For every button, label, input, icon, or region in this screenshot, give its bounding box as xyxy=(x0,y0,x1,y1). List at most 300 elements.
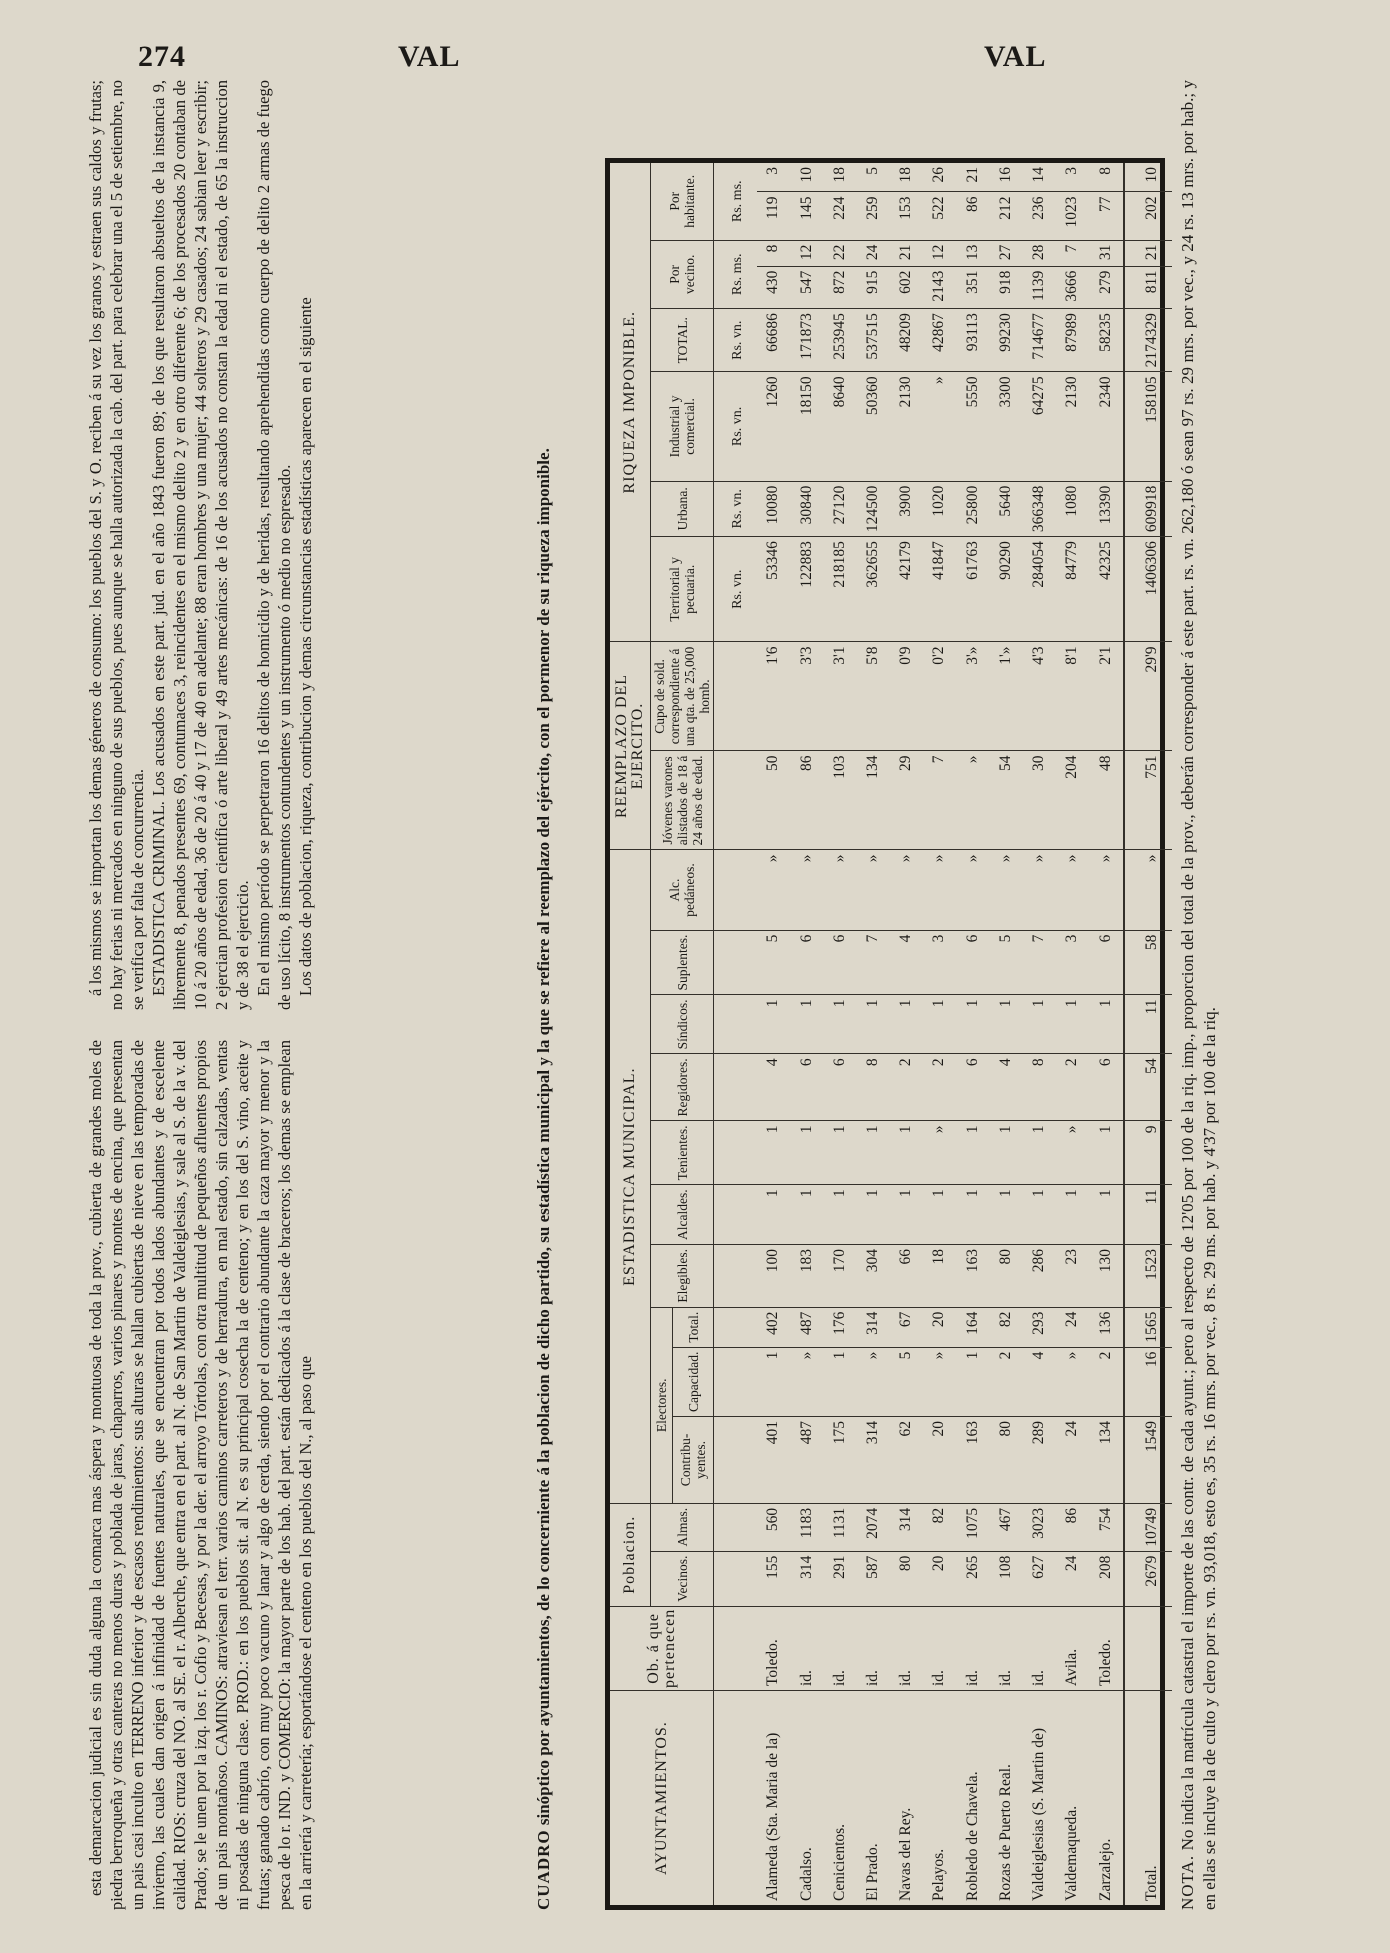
cell-vec-rs: 279 xyxy=(1089,266,1124,308)
cell-hab-ms: 10 xyxy=(790,163,823,192)
cell-cupo: 0'2 xyxy=(923,642,956,751)
table-row xyxy=(1022,163,1055,1905)
ayuntamiento-name: Robledo de Chavela. xyxy=(963,1771,981,1901)
cell-contrib: 401 xyxy=(757,1417,790,1504)
cell-hab-rs: 77 xyxy=(1089,192,1124,240)
cell-regidores: 6 xyxy=(790,1054,823,1121)
page-header xyxy=(0,40,1390,80)
table-row xyxy=(856,163,889,1905)
cell-hab-ms: 26 xyxy=(923,163,956,192)
cell-capac: 2 xyxy=(1089,1347,1124,1416)
header-reemplazo: REEMPLAZO DEL EJERCITO. xyxy=(610,642,651,850)
cell-territorial: 284054 xyxy=(1022,537,1055,642)
cell-cupo: 5'8 xyxy=(856,642,889,751)
cell-vec-ms: 12 xyxy=(923,240,956,266)
cell-hab-ms: 5 xyxy=(856,163,889,192)
obispado-cell: id. xyxy=(956,1606,989,1690)
cell-alcaldes: 1 xyxy=(1089,1185,1124,1245)
footnote-text: No indica la matrícula catastral el importe de las contr. de cada ayunt.; pero al respecto de 12'05 por 100 de la riq. imp., proporcion del total de la prov., deberán corresponder á este part. rs. vn. 262,180 ó sean 97 rs. 29 mrs. por vec., y 24 rs. 13 mrs. por hab.; y en ellas se incluye la de culto y clero por rs. vn. 93,018, esto es, 35 rs. 16 mrs. por vec., 8 rs. 29 ms. por hab. y 4'37 por 100 de la riq. xyxy=(1178,80,1219,1910)
paragraph-intro-table: Los datos de poblacion, riqueza, contribucion y demas circunstancias estadísticas aparecen en el siguiente xyxy=(296,297,315,996)
header-suplentes: Suplentes. xyxy=(651,930,714,995)
cell-hab-rs: 145 xyxy=(790,192,823,240)
cell-hab-ms: 8 xyxy=(1089,163,1124,192)
cell-tenientes: 1 xyxy=(956,1121,989,1185)
header-almas: Almas. xyxy=(651,1503,714,1551)
header-alcaldes: Alcaldes. xyxy=(651,1185,714,1245)
cell-urbana: 124500 xyxy=(856,481,889,537)
cell-vec-ms: 22 xyxy=(823,240,856,266)
caption-lead: CUADRO xyxy=(534,1829,553,1910)
header-poblacion: Poblacion. xyxy=(610,1503,651,1606)
cell-elegibles: 130 xyxy=(1089,1245,1124,1308)
cell-vec-ms: 31 xyxy=(1089,240,1124,266)
cell-suplentes: 7 xyxy=(856,930,889,995)
header-total-riqueza: TOTAL. xyxy=(651,309,714,372)
cell-vec-rs: 430 xyxy=(757,266,790,308)
text-column-left xyxy=(85,1040,525,1910)
cell-vec-rs: 1139 xyxy=(1022,266,1055,308)
cell-tenientes: » xyxy=(1056,1121,1089,1185)
cell-elegibles: 80 xyxy=(989,1245,1022,1308)
cell-territorial: 362655 xyxy=(856,537,889,642)
cell-cupo: 4'3 xyxy=(1022,642,1055,751)
cell-territorial: 90290 xyxy=(989,537,1022,642)
cell-urbana: 609918 xyxy=(1124,481,1172,537)
cell-industrial: 5550 xyxy=(956,372,989,481)
cell-elegibles: 100 xyxy=(757,1245,790,1308)
ayuntamiento-name: Zarzalejo. xyxy=(1096,1838,1114,1901)
cell-territorial: 42325 xyxy=(1089,537,1124,642)
cell-jovenes: 30 xyxy=(1022,751,1055,850)
paragraph-criminal-statistics: ESTADISTICA CRIMINAL. Los acusados en este part. jud. en el año 1843 fueron 89; de los que resultaron absueltos de la instancia 9, libremente 8, penados presentes 69, contumaces 3, reincidentes en el mismo delito 2 y en otro diferente 6; de los procesados 20 contaban de 10 á 20 años de edad, 36 de 20 á 40 y 17 de 40 en adelante; 88 eran hombres y una mujer; 44 solteros y 29 casados; 24 sabian leer y escribir; 2 ejercian profesion científica ó arte liberal y 49 artes mecánicas: de 16 de los acusados no constan la edad ni el estado, de 65 la instruccion y de 38 el ejercicio. xyxy=(149,80,252,1010)
cell-cupo: 2'1 xyxy=(1089,642,1124,751)
cell-vec-ms: 13 xyxy=(956,240,989,266)
header-urbana: Urbana. xyxy=(651,481,714,537)
rotated-page-content xyxy=(85,80,1265,1910)
cell-jovenes: 134 xyxy=(856,751,889,850)
paragraph-commerce: á los mismos se importan los demas géneros de consumo: los pueblos del S. y O. reciben á su vez los granos y estraen sus caldos y frutas; no hay ferias ni mercados en ninguno de sus pueblos, pues aunque se halla autorizada la cab. del part. para celebrar una el 5 de setiembre, no se verifica por falta de concurrencia. xyxy=(86,80,147,1010)
cell-total: 93113 xyxy=(956,309,989,372)
cell-vec-ms: 27 xyxy=(989,240,1022,266)
cell-pedaneos: » xyxy=(890,850,923,930)
cell-suplentes: 6 xyxy=(790,930,823,995)
cell-almas: 82 xyxy=(923,1503,956,1551)
cell-total: 87989 xyxy=(1056,309,1089,372)
cell-vec-ms: 28 xyxy=(1022,240,1055,266)
cell-cupo: 29'9 xyxy=(1124,642,1172,751)
cell-jovenes: 29 xyxy=(890,751,923,850)
cell-alcaldes: 1 xyxy=(1056,1185,1089,1245)
cell-total: 537515 xyxy=(856,309,889,372)
cell-tenientes: 9 xyxy=(1124,1121,1172,1185)
cell-contrib: 80 xyxy=(989,1417,1022,1504)
cell-sindicos: 1 xyxy=(1089,995,1124,1054)
cell-territorial: 61763 xyxy=(956,537,989,642)
cell-suplentes: 5 xyxy=(989,930,1022,995)
cell-capac: 1 xyxy=(823,1347,856,1416)
cell-tenientes: 1 xyxy=(790,1121,823,1185)
table-row xyxy=(890,163,923,1905)
cell-contrib: 289 xyxy=(1022,1417,1055,1504)
cell-hab-ms: 21 xyxy=(956,163,989,192)
cell-suplentes: 5 xyxy=(757,930,790,995)
cell-almas: 86 xyxy=(1056,1503,1089,1551)
cell-hab-ms: 3 xyxy=(1056,163,1089,192)
cell-alcaldes: 11 xyxy=(1124,1185,1172,1245)
cell-industrial: 2130 xyxy=(890,372,923,481)
cell-regidores: 6 xyxy=(823,1054,856,1121)
cell-vecinos: 314 xyxy=(790,1551,823,1606)
cell-almas: 560 xyxy=(757,1503,790,1551)
cell-sindicos: 1 xyxy=(790,995,823,1054)
cell-total-e: 164 xyxy=(956,1307,989,1347)
cell-jovenes: 7 xyxy=(923,751,956,850)
header-estadistica: ESTADISTICA MUNICIPAL. xyxy=(610,850,651,1503)
cell-vec-rs: 3666 xyxy=(1056,266,1089,308)
cell-total-e: 67 xyxy=(890,1307,923,1347)
cell-sindicos: 1 xyxy=(923,995,956,1054)
header-electores: Electores. xyxy=(651,1307,673,1503)
cell-hab-rs: 202 xyxy=(1124,192,1172,240)
table-row xyxy=(923,163,956,1905)
cell-vec-ms: 12 xyxy=(790,240,823,266)
cell-elegibles: 23 xyxy=(1056,1245,1089,1308)
cell-elegibles: 170 xyxy=(823,1245,856,1308)
cell-jovenes: » xyxy=(956,751,989,850)
text-column-right xyxy=(85,80,525,1010)
cell-vec-rs: 2143 xyxy=(923,266,956,308)
cell-urbana: 5640 xyxy=(989,481,1022,537)
cell-territorial: 122883 xyxy=(790,537,823,642)
cell-elegibles: 304 xyxy=(856,1245,889,1308)
cell-vec-ms: 8 xyxy=(757,240,790,266)
cell-pedaneos: » xyxy=(790,850,823,930)
ayuntamiento-name: Navas del Rey. xyxy=(897,1807,915,1901)
cell-alcaldes: 1 xyxy=(757,1185,790,1245)
cell-tenientes: 1 xyxy=(757,1121,790,1185)
footnote-label: NOTA. xyxy=(1178,1854,1197,1910)
cell-sindicos: 1 xyxy=(956,995,989,1054)
cell-capac: » xyxy=(1056,1347,1089,1416)
cell-urbana: 30840 xyxy=(790,481,823,537)
cell-suplentes: 4 xyxy=(890,930,923,995)
cell-pedaneos: » xyxy=(757,850,790,930)
cell-vecinos: 20 xyxy=(923,1551,956,1606)
cell-capac: » xyxy=(923,1347,956,1416)
header-cupo: Cupo de sold. correspondiente á una qta. de 25,000 homb. xyxy=(651,642,714,751)
cell-alcaldes: 1 xyxy=(790,1185,823,1245)
header-vecinos: Vecinos. xyxy=(651,1551,714,1606)
cell-hab-rs: 1023 xyxy=(1056,192,1089,240)
cell-elegibles: 163 xyxy=(956,1245,989,1308)
cell-hab-ms: 10 xyxy=(1124,163,1172,192)
cell-elegibles: 66 xyxy=(890,1245,923,1308)
cell-contrib: 24 xyxy=(1056,1417,1089,1504)
table-caption xyxy=(533,80,555,1910)
cell-alcaldes: 1 xyxy=(956,1185,989,1245)
cell-total-e: 314 xyxy=(856,1307,889,1347)
header-regidores: Regidores. xyxy=(651,1054,714,1121)
cell-contrib: 134 xyxy=(1089,1417,1124,1504)
cell-industrial: 18150 xyxy=(790,372,823,481)
cell-jovenes: 204 xyxy=(1056,751,1089,850)
unit-por-habitante: Rs. ms. xyxy=(714,163,757,240)
cell-total: 2174329 xyxy=(1124,309,1172,372)
cell-cupo: 3'1 xyxy=(823,642,856,751)
cell-vec-rs: 547 xyxy=(790,266,823,308)
cell-hab-rs: 522 xyxy=(923,192,956,240)
table-row xyxy=(989,163,1022,1905)
cell-vec-rs: 918 xyxy=(989,266,1022,308)
cell-total-e: 82 xyxy=(989,1307,1022,1347)
cell-regidores: 8 xyxy=(1022,1054,1055,1121)
obispado-cell: id. xyxy=(856,1606,889,1690)
obispado-cell: Avila. xyxy=(1056,1606,1089,1690)
unit-total: Rs. vn. xyxy=(714,309,757,372)
cell-almas: 2074 xyxy=(856,1503,889,1551)
cell-regidores: 4 xyxy=(989,1054,1022,1121)
cell-vecinos: 587 xyxy=(856,1551,889,1606)
cell-pedaneos: » xyxy=(1056,850,1089,930)
cell-total-e: 20 xyxy=(923,1307,956,1347)
cell-vec-rs: 351 xyxy=(956,266,989,308)
cell-pedaneos: » xyxy=(823,850,856,930)
cell-regidores: 54 xyxy=(1124,1054,1172,1121)
cell-urbana: 27120 xyxy=(823,481,856,537)
cell-sindicos: 1 xyxy=(989,995,1022,1054)
paragraph-crimes: En el mismo período se perpetraron 16 delitos de homicidio y de heridas, resultando aprehendidas como cuerpo de delito 2 armas de fuego de uso lícito, 8 instrumentos contundentes y un instrumento ó medio no espresado. xyxy=(254,80,294,1010)
cell-sindicos: 1 xyxy=(823,995,856,1054)
obispado-cell: id. xyxy=(1022,1606,1055,1690)
table-row xyxy=(790,163,823,1905)
cell-almas: 467 xyxy=(989,1503,1022,1551)
obispado-cell: Toledo. xyxy=(757,1606,790,1690)
table-row xyxy=(823,163,856,1905)
table-body xyxy=(714,163,1173,1905)
table-row xyxy=(1089,163,1124,1905)
cell-pedaneos: » xyxy=(856,850,889,930)
cell-almas: 3023 xyxy=(1022,1503,1055,1551)
cell-contrib: 163 xyxy=(956,1417,989,1504)
synoptic-table xyxy=(610,163,1172,1905)
cell-jovenes: 54 xyxy=(989,751,1022,850)
cell-total-e: 293 xyxy=(1022,1307,1055,1347)
cell-total-e: 176 xyxy=(823,1307,856,1347)
cell-industrial: 2340 xyxy=(1089,372,1124,481)
cell-contrib: 487 xyxy=(790,1417,823,1504)
cell-hab-rs: 86 xyxy=(956,192,989,240)
cell-capac: 1 xyxy=(956,1347,989,1416)
cell-tenientes: 1 xyxy=(856,1121,889,1185)
cell-suplentes: 3 xyxy=(923,930,956,995)
cell-vecinos: 627 xyxy=(1022,1551,1055,1606)
footnote xyxy=(1177,80,1221,1910)
cell-total-e: 402 xyxy=(757,1307,790,1347)
cell-regidores: 2 xyxy=(890,1054,923,1121)
header-sindicos: Síndicos. xyxy=(651,995,714,1054)
cell-capac: » xyxy=(790,1347,823,1416)
ayuntamiento-name: Pelayos. xyxy=(930,1848,948,1901)
cell-urbana: 1020 xyxy=(923,481,956,537)
cell-tenientes: 1 xyxy=(1089,1121,1124,1185)
cell-vec-ms: 24 xyxy=(856,240,889,266)
cell-pedaneos: » xyxy=(956,850,989,930)
cell-alcaldes: 1 xyxy=(890,1185,923,1245)
cell-regidores: 4 xyxy=(757,1054,790,1121)
cell-hab-rs: 224 xyxy=(823,192,856,240)
cell-vecinos: 291 xyxy=(823,1551,856,1606)
obispado-cell: id. xyxy=(823,1606,856,1690)
obispado-cell: id. xyxy=(790,1606,823,1690)
cell-total: 714677 xyxy=(1022,309,1055,372)
header-total-electores: Total. xyxy=(673,1307,714,1347)
ayuntamiento-name: Valdemaqueda. xyxy=(1063,1805,1081,1901)
cell-alcaldes: 1 xyxy=(856,1185,889,1245)
cell-total-e: 487 xyxy=(790,1307,823,1347)
table-row xyxy=(1056,163,1089,1905)
ayuntamiento-name: Cenicientos. xyxy=(830,1823,848,1901)
cell-cupo: 1'» xyxy=(989,642,1022,751)
header-tenientes: Tenientes. xyxy=(651,1121,714,1185)
cell-territorial: 84779 xyxy=(1056,537,1089,642)
cell-cupo: 8'1 xyxy=(1056,642,1089,751)
cell-hab-ms: 3 xyxy=(757,163,790,192)
cell-alcaldes: 1 xyxy=(989,1185,1022,1245)
cell-industrial: 3300 xyxy=(989,372,1022,481)
cell-alcaldes: 1 xyxy=(1022,1185,1055,1245)
cell-cupo: 3'3 xyxy=(790,642,823,751)
header-ayuntamientos: AYUNTAMIENTOS. xyxy=(610,1691,714,1906)
cell-regidores: 2 xyxy=(923,1054,956,1121)
cell-vec-ms: 7 xyxy=(1056,240,1089,266)
cell-vecinos: 80 xyxy=(890,1551,923,1606)
cell-vecinos: 108 xyxy=(989,1551,1022,1606)
obispado-cell: Toledo. xyxy=(1089,1606,1124,1690)
cell-hab-ms: 18 xyxy=(823,163,856,192)
cell-suplentes: 58 xyxy=(1124,930,1172,995)
cell-regidores: 6 xyxy=(1089,1054,1124,1121)
table-row xyxy=(757,163,790,1905)
header-capacidad: Capacidad. xyxy=(673,1347,714,1416)
cell-hab-rs: 119 xyxy=(757,192,790,240)
cell-cupo: 0'9 xyxy=(890,642,923,751)
ayuntamiento-name: Rozas de Puerto Real. xyxy=(996,1764,1014,1901)
cell-pedaneos: » xyxy=(1022,850,1055,930)
unit-por-vecino: Rs. ms. xyxy=(714,240,757,309)
cell-total: 66686 xyxy=(757,309,790,372)
cell-total-e: 1565 xyxy=(1124,1307,1172,1347)
cell-territorial: 41847 xyxy=(923,537,956,642)
cell-pedaneos: » xyxy=(989,850,1022,930)
cell-alcaldes: 1 xyxy=(823,1185,856,1245)
header-alc-pedaneos: Alc. pedáneos. xyxy=(651,850,714,930)
cell-contrib: 62 xyxy=(890,1417,923,1504)
cell-elegibles: 183 xyxy=(790,1245,823,1308)
cell-regidores: 2 xyxy=(1056,1054,1089,1121)
cell-urbana: 3900 xyxy=(890,481,923,537)
obispado-cell: id. xyxy=(989,1606,1022,1690)
ayuntamiento-name: Valdeiglesias (S. Martin de) xyxy=(1030,1727,1048,1901)
cell-total-e: 24 xyxy=(1056,1307,1089,1347)
cell-almas: 1183 xyxy=(790,1503,823,1551)
running-head-right: VAL xyxy=(984,40,1047,73)
unit-urbana: Rs. vn. xyxy=(714,481,757,537)
header-contribuyentes: Contribu-yentes. xyxy=(673,1417,714,1504)
units-row xyxy=(714,163,757,1905)
cell-suplentes: 6 xyxy=(823,930,856,995)
cell-almas: 314 xyxy=(890,1503,923,1551)
cell-tenientes: 1 xyxy=(890,1121,923,1185)
cell-total-e: 136 xyxy=(1089,1307,1124,1347)
cell-suplentes: 6 xyxy=(1089,930,1124,995)
cell-sindicos: 1 xyxy=(757,995,790,1054)
cell-hab-rs: 259 xyxy=(856,192,889,240)
cell-total: 171873 xyxy=(790,309,823,372)
cell-hab-ms: 14 xyxy=(1022,163,1055,192)
cell-total: 48209 xyxy=(890,309,923,372)
cell-hab-ms: 18 xyxy=(890,163,923,192)
total-row xyxy=(1124,163,1172,1905)
cell-sindicos: 11 xyxy=(1124,995,1172,1054)
cell-industrial: » xyxy=(923,372,956,481)
caption-text: sinóptico por ayuntamientos, de lo concerniente á la poblacion de dicho partido, su estadística municipal y la que se refiere al reemplazo del ejército, con el pormenor de su riqueza imponible. xyxy=(534,448,553,1826)
cell-industrial: 2130 xyxy=(1056,372,1089,481)
header-por-vecino: Por vecino. xyxy=(651,240,714,309)
cell-pedaneos: » xyxy=(923,850,956,930)
obispado-cell: id. xyxy=(890,1606,923,1690)
cell-territorial: 53346 xyxy=(757,537,790,642)
cell-tenientes: » xyxy=(923,1121,956,1185)
cell-regidores: 8 xyxy=(856,1054,889,1121)
synoptic-table-frame xyxy=(605,158,1165,1910)
cell-jovenes: 50 xyxy=(757,751,790,850)
body-text xyxy=(85,80,525,1910)
cell-pedaneos: » xyxy=(1089,850,1124,930)
header-territorial: Territorial y pecuaria. xyxy=(651,537,714,642)
header-elegibles: Elegibles. xyxy=(651,1245,714,1308)
cell-vec-rs: 811 xyxy=(1124,266,1172,308)
cell-jovenes: 751 xyxy=(1124,751,1172,850)
page-number: 274 xyxy=(138,40,186,73)
cell-vec-ms: 21 xyxy=(890,240,923,266)
cell-capac: 5 xyxy=(890,1347,923,1416)
cell-almas: 1075 xyxy=(956,1503,989,1551)
paragraph-geography: esta demarcacion judicial es sin duda alguna la comarca mas áspera y montuosa de toda la prov., cubierta de grandes moles de piedra berroqueña y otras canteras no menos duras y poblada de jaras, chaparros, varios pinares y montes de encina, que presentan un pais casi inculto en TERRENO inferior y de escasos rendimientos: sus alturas se hallan cubiertas de nieve en las temporadas de invierno, las cuales dan origen á infinidad de fuentes naturales, que se encuentran por todos lados abundantes y de escelente calidad. RIOS: cruza del NO. al SE. el r. Alberche, que entra en el part. al N. de San Martin de Valdeiglesias, y sale al S. de la v. del Prado; se le unen por la izq. los r. Cofio y Becesas, y por la der. el arroyo Tórtolas, con otra multitud de pequeños afluentes propios de un pais montañoso. CAMINOS: atraviesan el terr. varios caminos carreteros y de herradura, en mal estado, sin calzadas, ventas ni posadas de ninguna clase. PROD.: en los pueblos sit. al N. es su principal cosecha la de centeno; y en los del S. vino, aceite y frutas; ganado cabrío, con muy poco vacuno y lanar y algo de cerda, siendo por el contrario abundante la caza mayor y menor y la pesca de lo r. IND. y COMERCIO: la mayor parte de los hab. del part. están dedicados á la clase de braceros; los demas se emplean en la arriería y carretería; esportándose el centeno en los pueblos del N., al paso que xyxy=(86,1040,315,1910)
obispado-cell xyxy=(1124,1606,1172,1690)
cell-vecinos: 265 xyxy=(956,1551,989,1606)
unit-industrial: Rs. vn. xyxy=(714,372,757,481)
cell-capac: » xyxy=(856,1347,889,1416)
cell-vecinos: 208 xyxy=(1089,1551,1124,1606)
cell-vec-rs: 915 xyxy=(856,266,889,308)
cell-capac: 16 xyxy=(1124,1347,1172,1416)
cell-regidores: 6 xyxy=(956,1054,989,1121)
cell-tenientes: 1 xyxy=(989,1121,1022,1185)
cell-urbana: 13390 xyxy=(1089,481,1124,537)
cell-tenientes: 1 xyxy=(823,1121,856,1185)
cell-sindicos: 1 xyxy=(1056,995,1089,1054)
cell-industrial: 8640 xyxy=(823,372,856,481)
cell-suplentes: 7 xyxy=(1022,930,1055,995)
cell-cupo: 3'» xyxy=(956,642,989,751)
cell-total: 253945 xyxy=(823,309,856,372)
cell-contrib: 175 xyxy=(823,1417,856,1504)
cell-urbana: 25800 xyxy=(956,481,989,537)
cell-territorial: 218185 xyxy=(823,537,856,642)
cell-hab-rs: 236 xyxy=(1022,192,1055,240)
cell-industrial: 50360 xyxy=(856,372,889,481)
cell-alcaldes: 1 xyxy=(923,1185,956,1245)
